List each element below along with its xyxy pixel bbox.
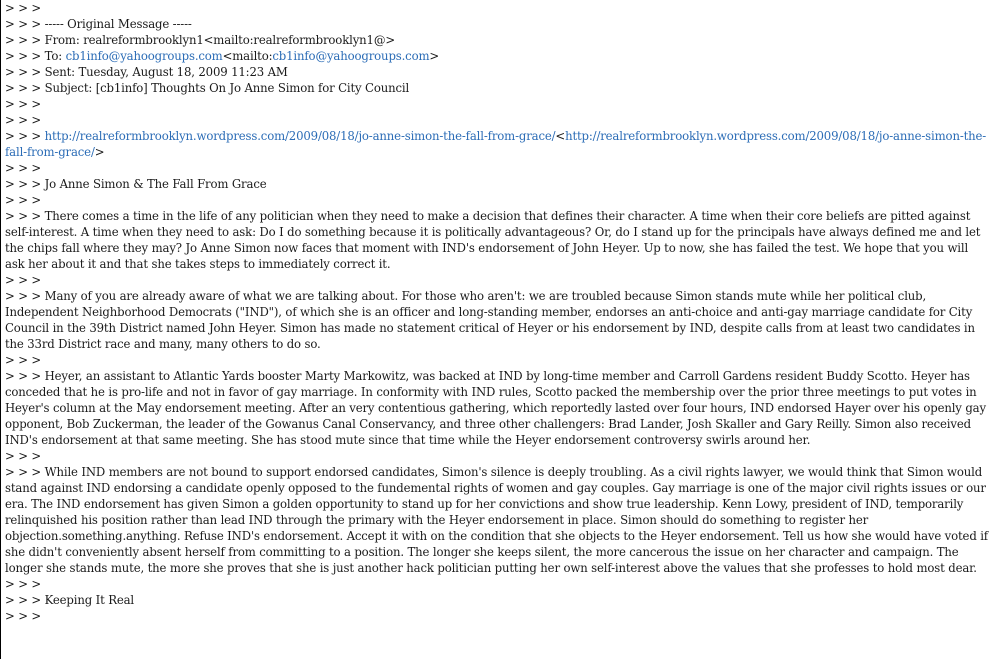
quoted-line: > > > <box>5 273 42 287</box>
quoted-line: > > > Sent: Tuesday, August 18, 2009 11:23 AM <box>5 65 288 79</box>
quoted-line: > > > Jo Anne Simon & The Fall From Grace <box>5 177 267 191</box>
to-header-line <box>5 48 990 64</box>
line-text: > > > To: <box>5 49 66 63</box>
article-link[interactable]: http://realreformbrooklyn.wordpress.com/2009/08/18/jo-anne-simon-the-fall-from-grace/ <box>5 129 987 159</box>
quoted-line: > > > <box>5 161 42 175</box>
article-link[interactable]: http://realreformbrooklyn.wordpress.com/2009/08/18/jo-anne-simon-the-fall-from-grace/ <box>44 129 556 143</box>
line-text: < <box>555 129 566 143</box>
quoted-line: > > > <box>5 353 42 367</box>
quoted-line: > > > <box>5 193 42 207</box>
quoted-line: > > > Subject: [cb1info] Thoughts On Jo Anne Simon for City Council <box>5 81 410 95</box>
line-text: > > > <box>5 129 45 143</box>
line-text: > <box>94 145 105 159</box>
quoted-line: > > > <box>5 609 42 623</box>
email-link[interactable]: cb1info@yahoogroups.com <box>65 49 223 63</box>
quoted-line: > > > Heyer, an assistant to Atlantic Yards booster Marty Markowitz, was backed at IND by long-time member and Carroll Gardens resident Buddy Scotto. Heyer has conceded that he is pro-life and not in favor of gay marriage. In conformity with IND rules, Scotto packed the membership over the prior three meetings to put votes in Heyer's column at the May endorsement meeting. After an very contentious gathering, which reportedly lasted over four hours, IND endorsed Hayer over his openly gay opponent, Bob Zuckerman, the leader of the Gowanus Canal Conservancy, and three other challengers: Brad Lander, Josh Skaller and Gary Reilly. Simon also received IND's endorsement at that same meeting. She has stood mute since that time while the Heyer endorsement controversy swirls around her. <box>5 369 990 447</box>
quoted-line: > > > Many of you are already aware of what we are talking about. For those who aren't: we are troubled because Simon stands mute while her political club, Independent Neighborhood Democrats ("IND"), of which she is an officer and long-standing member, endorses an anti-choice and anti-gay marriage candidate for City Council in the 39th District named John Heyer. Simon has made no statement critical of Heyer or his endorsement by IND, despite calls from at least two candidates in the 33rd District race and many, many others to do so. <box>5 289 979 351</box>
quoted-line: > > > ----- Original Message ----- <box>5 17 192 31</box>
quoted-line: > > > <box>5 97 42 111</box>
line-text: > <box>429 49 440 63</box>
quoted-line: > > > There comes a time in the life of any politician when they need to make a decision that defines their character. A time when their core beliefs are pitted against self-interest. A time when they need to ask: Do I do something because it is politically advantageous? Or, do I stand up for the principals have always defined me and let the chips fall where they may? Jo Anne Simon now faces that moment with IND's endorsement of John Heyer. Up to now, she has failed the test. We hope that you will ask her about it and that she takes steps to immediately correct it. <box>5 209 984 271</box>
quoted-line: > > > From: realreformbrooklyn1<mailto:realreformbrooklyn1@> <box>5 33 396 47</box>
quoted-line: > > > <box>5 449 42 463</box>
quoted-line: > > > While IND members are not bound to support endorsed candidates, Simon's silence is deeply troubling. As a civil rights lawyer, we would think that Simon would stand against IND endorsing a candidate openly opposed to the fundemental rights of women and gay couples. Gay marriage is one of the major civil rights issues or our era. The IND endorsement has given Simon a golden opportunity to stand up for her convictions and show true leadership. Kenn Lowy, president of IND, temporarily relinquished his position rather than lead IND through the primary with the Heyer endorsement in place. Simon should do something to register her objection.something.anything. Refuse IND's endorsement. Accept it with on the condition that she objects to the Heyer endorsement. Tell us how she would have voted if she didn't conveniently absent herself from committing to a position. The longer she keeps silent, the more cancerous the issue on her character and campaign. The longer she stands mute, the more she proves that she is just another hack politician putting her own self-interest above the values that she professes to hold most dear. <box>5 465 992 575</box>
quoted-line: > > > <box>5 113 42 127</box>
email-link[interactable]: cb1info@yahoogroups.com <box>272 49 430 63</box>
line-text: <mailto: <box>222 49 273 63</box>
article-url-line <box>5 128 990 160</box>
quoted-line: > > > <box>5 1 42 15</box>
quoted-line: > > > Keeping It Real <box>5 593 135 607</box>
quoted-line: > > > <box>5 577 42 591</box>
